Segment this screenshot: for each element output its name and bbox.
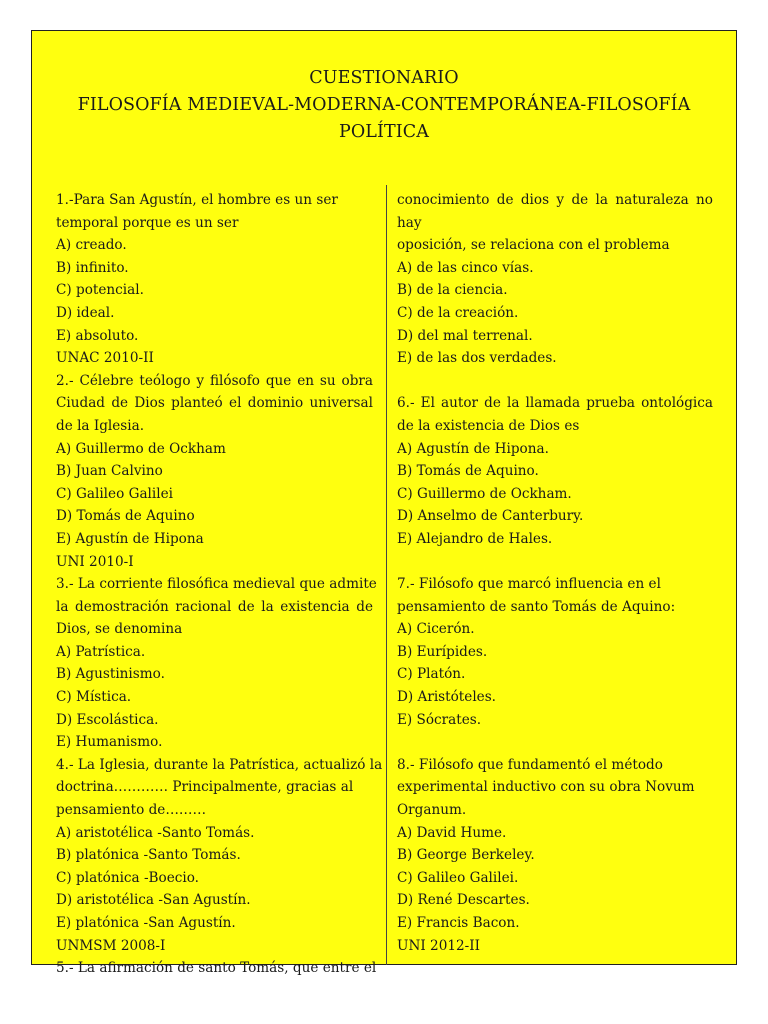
question-text-line: A) aristotélica -Santo Tomás. <box>56 824 255 841</box>
title-line-2: FILOSOFÍA MEDIEVAL-MODERNA-CONTEMPORÁNEA-FILOSOFÍA <box>77 95 691 115</box>
question-text-line: A) de las cinco vías. <box>397 259 534 276</box>
question-text-line: experimental inductivo con su obra Novum <box>397 779 695 796</box>
blank-line <box>397 731 713 754</box>
page-title <box>32 65 736 146</box>
blank-line <box>397 370 713 393</box>
question-text-line: C) Platón. <box>397 666 466 683</box>
question-text-line: E) absoluto. <box>56 327 139 344</box>
question-text-line: B) de la ciencia. <box>397 282 508 299</box>
question-text-line: pensamiento de santo Tomás de Aquino: <box>397 598 676 615</box>
question-text-line: B) Juan Calvino <box>56 463 163 480</box>
question-text-line: C) Guillermo de Ockham. <box>397 485 572 502</box>
question-text-line: A) Cicerón. <box>397 621 475 638</box>
question-text-line: 2.- Célebre teólogo y filósofo que en su obra <box>56 372 373 389</box>
question-text-line: E) Agustín de Hipona <box>56 530 204 547</box>
question-text-line: D) ideal. <box>56 304 115 321</box>
question-text-line: conocimiento de dios y de la naturaleza no <box>397 192 713 208</box>
question-text-line: 4.- La Iglesia, durante la Patrística, actualizó la <box>56 756 383 773</box>
question-text-line: B) George Berkeley. <box>397 847 535 864</box>
question-text-line: D) aristotélica -San Agustín. <box>56 892 251 909</box>
question-text-line: 5.- La afirmación de santo Tomás, que entre el <box>56 960 377 977</box>
question-text-line: D) Aristóteles. <box>397 689 497 706</box>
question-text-line: C) Galileo Galilei. <box>397 869 519 886</box>
question-text-line: C) Galileo Galilei <box>56 485 173 502</box>
question-text-line: UNAC 2010-II <box>56 350 154 367</box>
question-text-line: oposición, se relaciona con el problema <box>397 237 670 254</box>
question-text-line: UNI 2010-I <box>56 553 134 570</box>
question-text-line: C) de la creación. <box>397 304 519 321</box>
question-text-line: C) Mística. <box>56 689 132 706</box>
title-line-1: CUESTIONARIO <box>309 68 459 88</box>
question-text-line: A) Agustín de Hipona. <box>397 440 549 457</box>
question-text-line: A) David Hume. <box>397 824 507 841</box>
question-text-line: E) platónica -San Agustín. <box>56 915 236 931</box>
question-text-line: 8.- Filósofo que fundamentó el método <box>397 756 663 773</box>
question-text-line: UNMSM 2008-I <box>56 937 166 954</box>
question-text-line: E) de las dos verdades. <box>397 350 557 367</box>
question-text-line: B) platónica -Santo Tomás. <box>56 847 241 864</box>
question-text-line: B) Agustinismo. <box>56 666 165 683</box>
question-text-line: hay <box>397 214 422 231</box>
question-text-line: C) potencial. <box>56 282 144 299</box>
question-text-line: Ciudad de Dios planteó el dominio universal <box>56 395 373 412</box>
question-text-line: D) Tomás de Aquino <box>56 508 195 525</box>
question-text-line: de la existencia de Dios es <box>397 417 580 434</box>
question-text-line: B) infinito. <box>56 259 129 276</box>
question-text-line: D) Escolástica. <box>56 711 159 728</box>
question-text-line: de la Iglesia. <box>56 417 145 434</box>
title-line-3: POLÍTICA <box>338 122 430 142</box>
question-text-line: D) René Descartes. <box>397 892 530 909</box>
right-column <box>397 189 713 957</box>
question-text-line: 7.- Filósofo que marcó influencia en el <box>397 576 661 593</box>
question-text-line: Organum. <box>397 802 467 819</box>
question-text-line: temporal porque es un ser <box>56 214 239 231</box>
question-text-line: A) creado. <box>56 237 127 254</box>
question-text-line: 3.- La corriente filosófica medieval que admite <box>56 576 377 593</box>
question-text-line: C) platónica -Boecio. <box>56 869 200 886</box>
question-text-line: 6.- El autor de la llamada prueba ontológica <box>397 395 713 412</box>
blank-line <box>397 551 713 574</box>
question-text-line: D) Anselmo de Canterbury. <box>397 508 584 525</box>
question-text-line: doctrina………… Principalmente, gracias al <box>56 779 354 796</box>
question-text-line: la demostración racional de la existencia de <box>56 598 373 615</box>
question-text-line: E) Alejandro de Hales. <box>397 530 553 547</box>
question-text-line: B) Eurípides. <box>397 643 488 660</box>
question-text-line: UNI 2012-II <box>397 937 480 954</box>
questionnaire-page <box>31 30 737 977</box>
question-text-line: Dios, se denomina <box>56 621 183 638</box>
question-text-line: E) Humanismo. <box>56 734 163 751</box>
column-divider <box>386 185 387 965</box>
question-text-line: 1.-Para San Agustín, el hombre es un ser <box>56 192 338 208</box>
question-text-line: D) del mal terrenal. <box>397 327 533 344</box>
left-column <box>56 189 383 980</box>
question-text-line: E) Sócrates. <box>397 711 482 728</box>
question-text-line: A) Patrística. <box>56 643 146 660</box>
question-text-line: A) Guillermo de Ockham <box>56 440 226 457</box>
question-text-line: B) Tomás de Aquino. <box>397 463 539 480</box>
question-text-line: pensamiento de……… <box>56 802 207 819</box>
question-text-line: E) Francis Bacon. <box>397 915 520 931</box>
